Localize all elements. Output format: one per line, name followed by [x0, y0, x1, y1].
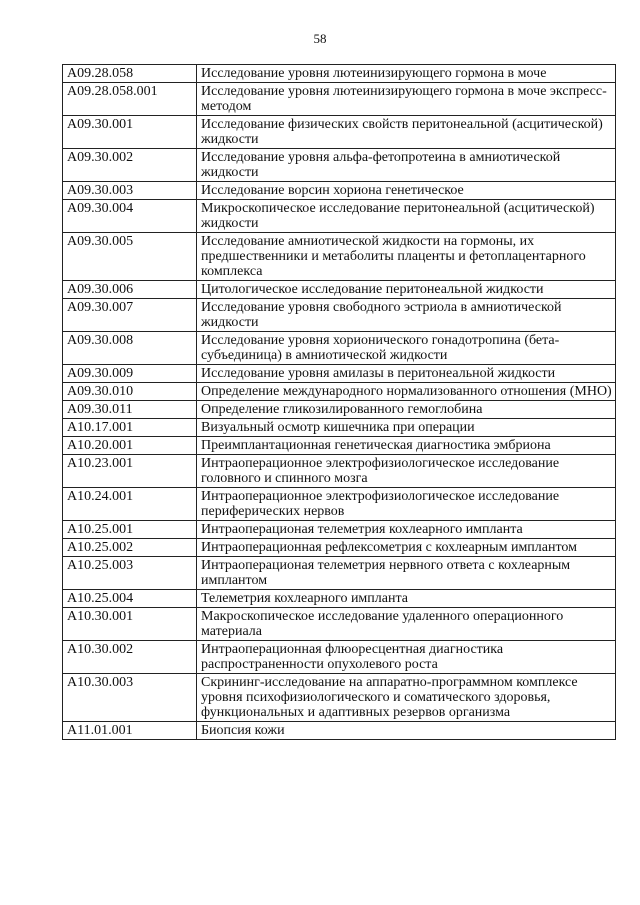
table-row: [63, 488, 616, 521]
table-row: [63, 365, 616, 383]
table-row: [63, 722, 616, 740]
service-name-cell: Интраоперационное электрофизиологическое исследование периферических нервов: [197, 488, 616, 521]
service-code-cell: A10.24.001: [63, 488, 197, 521]
service-code-cell: A09.30.001: [63, 116, 197, 149]
table-row: [63, 200, 616, 233]
service-code-cell: A09.28.058: [63, 65, 197, 83]
table-row: [63, 437, 616, 455]
service-name-cell: Исследование уровня лютеинизирующего гормона в моче: [197, 65, 616, 83]
service-name-cell: Цитологическое исследование перитонеальной жидкости: [197, 281, 616, 299]
table-row: [63, 116, 616, 149]
service-code-cell: A09.30.004: [63, 200, 197, 233]
service-name-cell: Определение гликозилированного гемоглобина: [197, 401, 616, 419]
service-code-cell: A09.30.006: [63, 281, 197, 299]
service-code-cell: A09.30.010: [63, 383, 197, 401]
service-name-cell: Макроскопическое исследование удаленного операционного материала: [197, 608, 616, 641]
service-code-cell: A09.30.002: [63, 149, 197, 182]
service-code-cell: A10.30.001: [63, 608, 197, 641]
service-name-cell: Визуальный осмотр кишечника при операции: [197, 419, 616, 437]
service-name-cell: Преимплантационная генетическая диагностика эмбриона: [197, 437, 616, 455]
table-row: [63, 65, 616, 83]
table-row: [63, 332, 616, 365]
page-number: 58: [313, 31, 327, 46]
service-code-cell: A09.30.007: [63, 299, 197, 332]
table-row: [63, 401, 616, 419]
service-code-cell: A09.28.058.001: [63, 83, 197, 116]
service-code-cell: A09.30.009: [63, 365, 197, 383]
service-name-cell: Биопсия кожи: [197, 722, 616, 740]
service-name-cell: Исследование ворсин хориона генетическое: [197, 182, 616, 200]
service-name-cell: Интраоперационное электрофизиологическое исследование головного и спинного мозга: [197, 455, 616, 488]
table-row: [63, 299, 616, 332]
service-name-cell: Исследование уровня амилазы в перитонеальной жидкости: [197, 365, 616, 383]
table-row: [63, 281, 616, 299]
service-code-table: [62, 64, 616, 740]
service-code-cell: A10.17.001: [63, 419, 197, 437]
service-code-cell: A10.23.001: [63, 455, 197, 488]
table-row: [63, 233, 616, 281]
service-code-cell: A09.30.003: [63, 182, 197, 200]
service-name-cell: Исследование амниотической жидкости на гормоны, их предшественники и метаболиты плаценты и фетоплацентарного комплекса: [197, 233, 616, 281]
table-row: [63, 149, 616, 182]
table-row: [63, 557, 616, 590]
table-row: [63, 419, 616, 437]
service-code-cell: A10.25.001: [63, 521, 197, 539]
table-row: [63, 539, 616, 557]
service-name-cell: Интраоперационая телеметрия кохлеарного импланта: [197, 521, 616, 539]
table-row: [63, 641, 616, 674]
service-code-cell: A09.30.008: [63, 332, 197, 365]
service-name-cell: Исследование уровня свободного эстриола в амниотической жидкости: [197, 299, 616, 332]
service-code-cell: A09.30.011: [63, 401, 197, 419]
service-code-cell: A11.01.001: [63, 722, 197, 740]
table-row: [63, 590, 616, 608]
table-row: [63, 182, 616, 200]
service-name-cell: Телеметрия кохлеарного импланта: [197, 590, 616, 608]
service-name-cell: Интраоперационая телеметрия нервного ответа с кохлеарным имплантом: [197, 557, 616, 590]
service-code-cell: A10.30.002: [63, 641, 197, 674]
service-name-cell: Микроскопическое исследование перитонеальной (асцитической) жидкости: [197, 200, 616, 233]
table-row: [63, 383, 616, 401]
table-row: [63, 83, 616, 116]
service-code-cell: A10.25.004: [63, 590, 197, 608]
service-code-cell: A09.30.005: [63, 233, 197, 281]
service-code-cell: A10.25.002: [63, 539, 197, 557]
table-row: [63, 455, 616, 488]
service-name-cell: Интраоперационная рефлексометрия с кохлеарным имплантом: [197, 539, 616, 557]
table-body: [63, 65, 616, 740]
table-row: [63, 521, 616, 539]
service-name-cell: Интраоперационная флюоресцентная диагностика распространенности опухолевого роста: [197, 641, 616, 674]
table-row: [63, 674, 616, 722]
service-code-cell: A10.20.001: [63, 437, 197, 455]
service-name-cell: Исследование уровня лютеинизирующего гормона в моче экспресс-методом: [197, 83, 616, 116]
service-name-cell: Определение международного нормализованного отношения (МНО): [197, 383, 616, 401]
service-code-cell: A10.30.003: [63, 674, 197, 722]
service-name-cell: Скрининг-исследование на аппаратно-программном комплексе уровня психофизиологического и соматического здоровья, функциональных и адаптивных резервов организма: [197, 674, 616, 722]
service-name-cell: Исследование физических свойств перитонеальной (асцитической) жидкости: [197, 116, 616, 149]
table-row: [63, 608, 616, 641]
service-code-cell: A10.25.003: [63, 557, 197, 590]
service-name-cell: Исследование уровня хорионического гонадотропина (бета-субъединица) в амниотической жидкости: [197, 332, 616, 365]
service-name-cell: Исследование уровня альфа-фетопротеина в амниотической жидкости: [197, 149, 616, 182]
